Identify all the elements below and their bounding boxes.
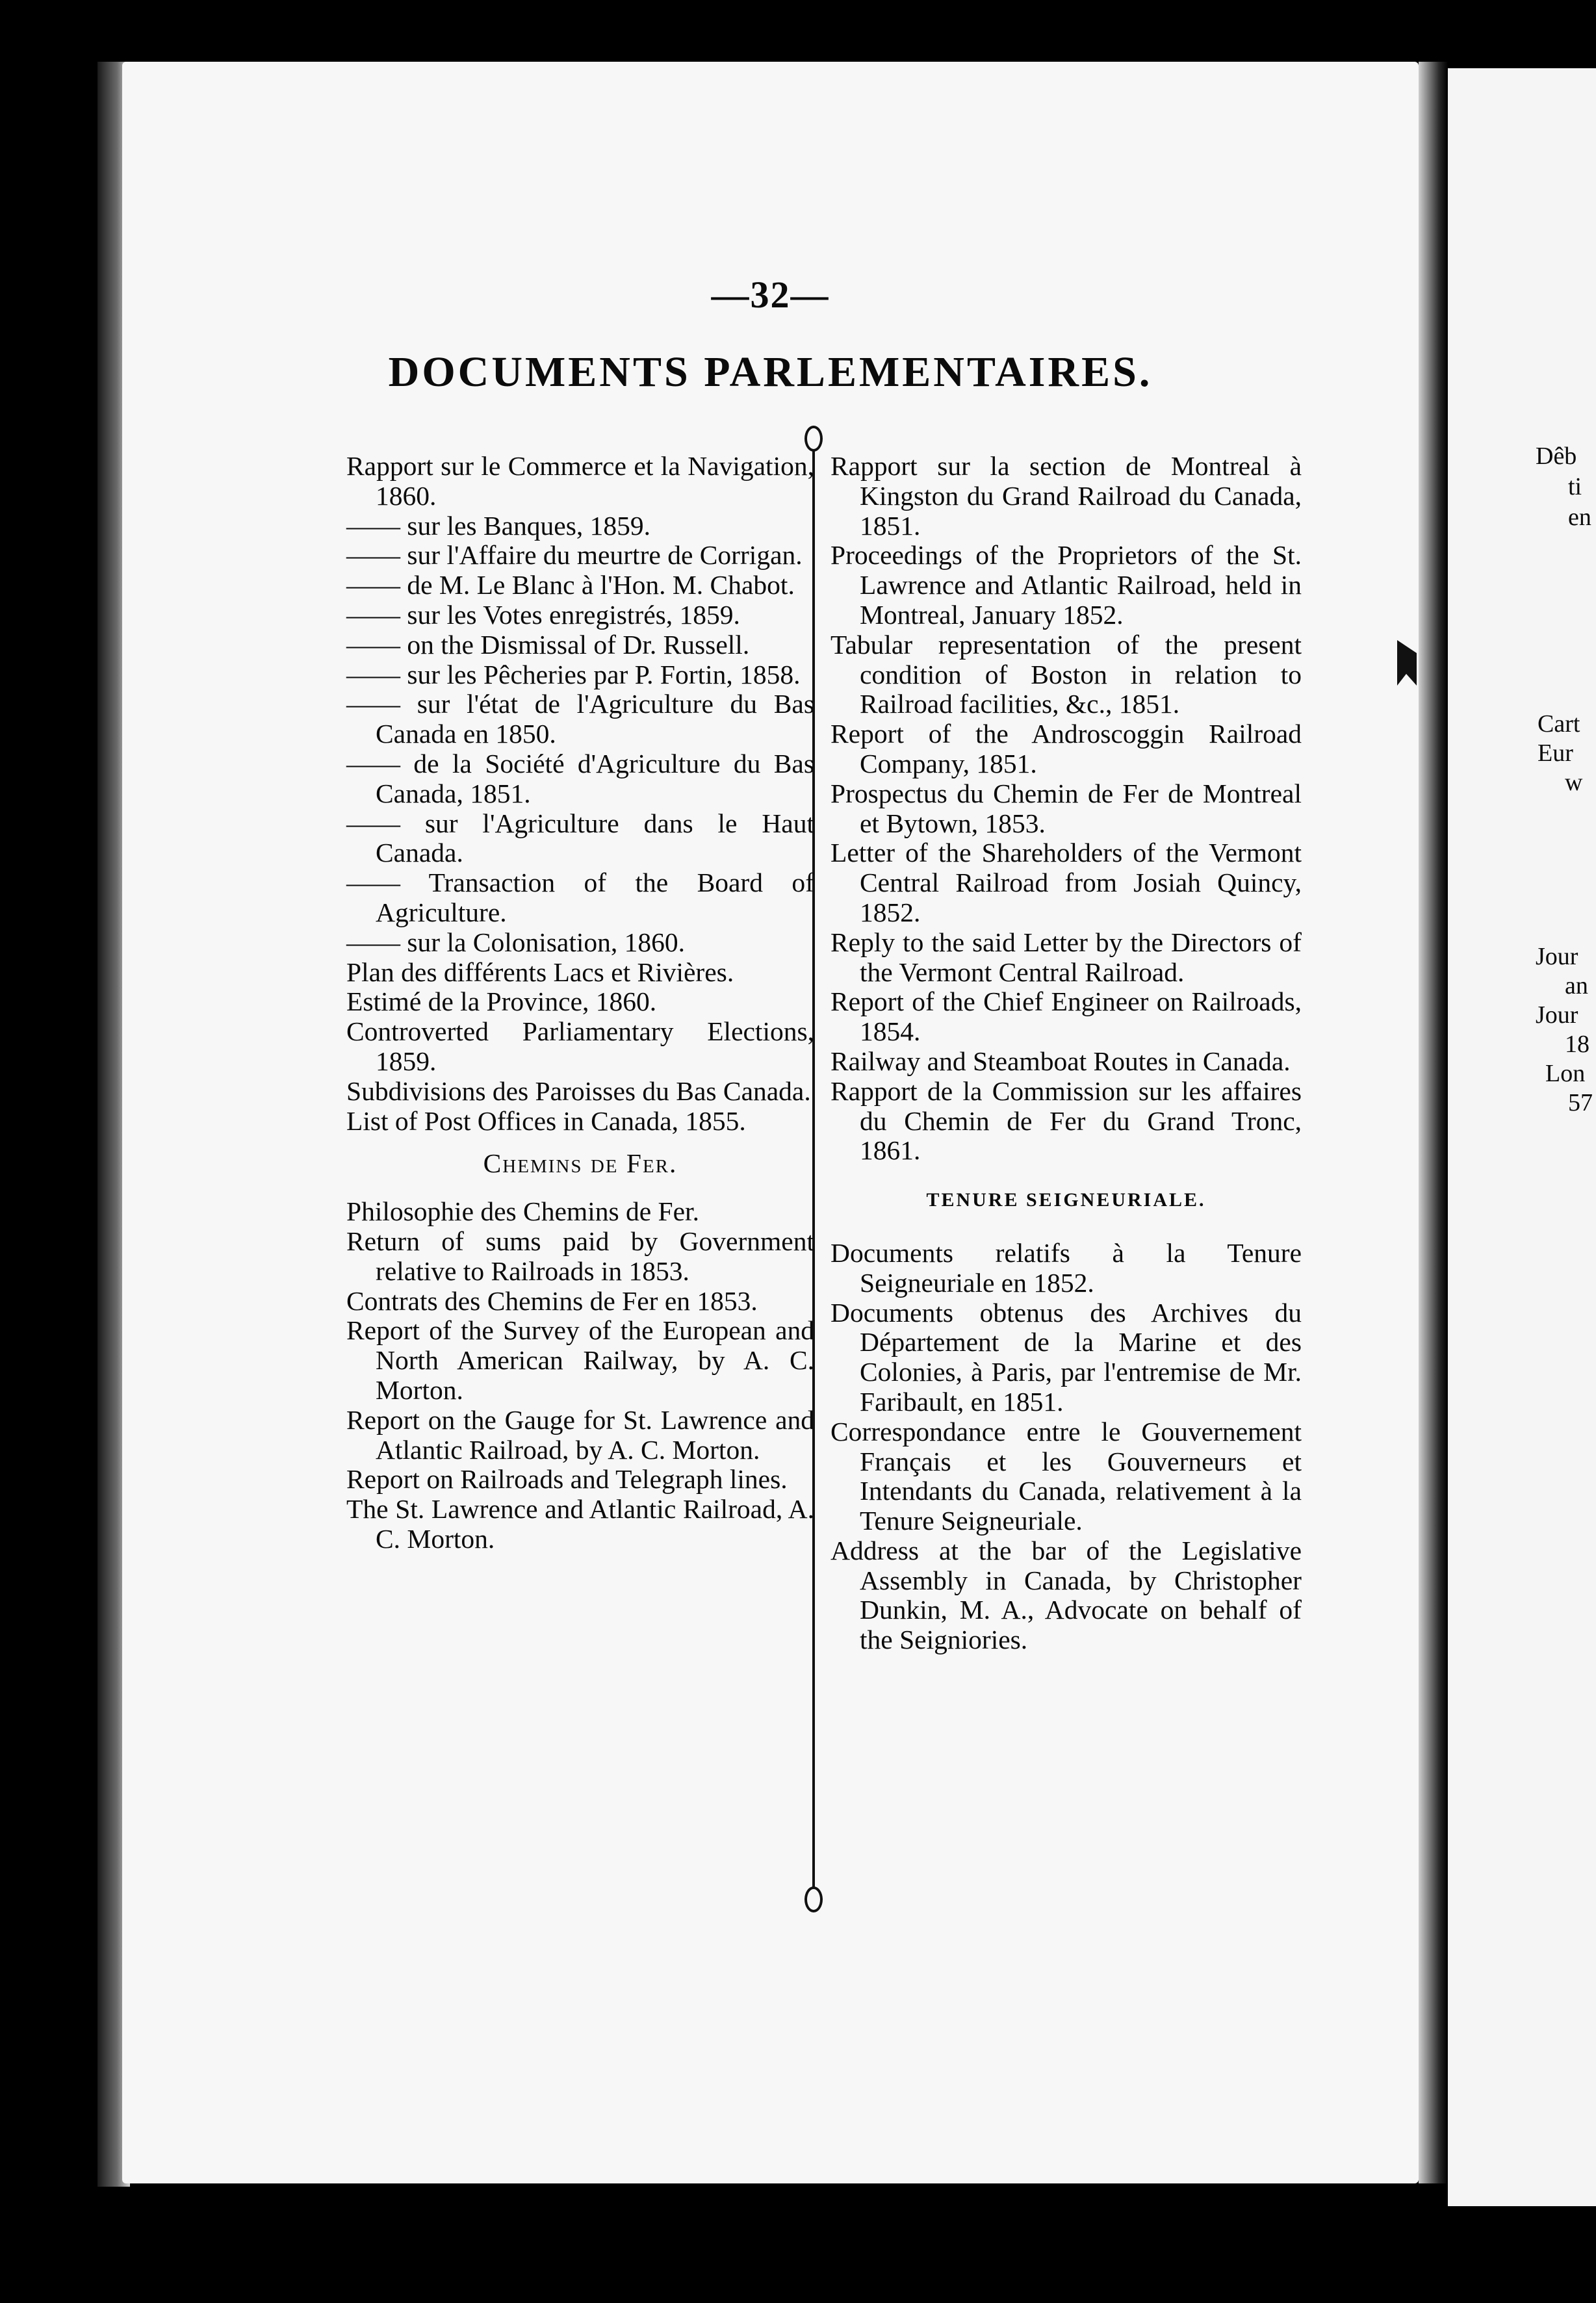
adjacent-text: 18: [1565, 1031, 1590, 1058]
page-gutter: [1419, 62, 1448, 2183]
list-item: Report of the Androscoggin Railroad Company, 1851.: [830, 719, 1302, 778]
right-column: [830, 452, 1302, 1655]
list-item: Documents obtenus des Archives du Département de la Marine et des Colonies, à Paris, par l'entremise de Mr. Faribault, en 1851.: [830, 1297, 1302, 1417]
list-item: —— sur les Banques, 1859.: [346, 510, 650, 541]
list-item: Correspondance entre le Gouvernement Français et les Gouverneurs et Intendants du Canada, relativement à la Tenure Seigneuriale.: [830, 1416, 1302, 1536]
adjacent-text: en: [1568, 504, 1591, 531]
list-item: Plan des différents Lacs et Rivières.: [346, 957, 734, 987]
adjacent-text: Jour: [1536, 1001, 1578, 1029]
list-item: —— de la Société d'Agriculture du Bas Canada, 1851.: [346, 748, 814, 808]
divider-ornament-bottom: [804, 1886, 823, 1912]
list-item: Subdivisions des Paroisses du Bas Canada.: [346, 1075, 811, 1106]
adjacent-page-fragment: [1448, 68, 1596, 2206]
list-item: Proceedings of the Proprietors of the St. Lawrence and Atlantic Railroad, held in Montreal, January 1852.: [830, 540, 1302, 630]
adjacent-text: Eur: [1538, 740, 1573, 767]
list-item: Rapport sur le Commerce et la Navigation, 1860.: [346, 451, 814, 511]
adjacent-text: 57: [1568, 1089, 1593, 1116]
list-item: Contrats des Chemins de Fer en 1853.: [346, 1285, 758, 1316]
list-item: —— sur l'Agriculture dans le Haut Canada.: [346, 808, 814, 868]
list-item: —— sur l'état de l'Agriculture du Bas Canada en 1850.: [346, 689, 814, 749]
list-item: —— sur l'Affaire du meurtre de Corrigan.: [346, 540, 803, 571]
list-item: Report on the Gauge for St. Lawrence and Atlantic Railroad, by A. C. Morton.: [346, 1404, 814, 1465]
adjacent-text: ti: [1568, 473, 1582, 500]
list-item: Report of the Survey of the European and North American Railway, by A. C. Morton.: [346, 1315, 814, 1405]
list-item: Address at the bar of the Legislative Assembly in Canada, by Christopher Dunkin, M. A., Advocate on behalf of the Seigniories.: [830, 1535, 1302, 1655]
list-item: Report of the Chief Engineer on Railroads, 1854.: [830, 986, 1302, 1047]
list-item: Letter of the Shareholders of the Vermont Central Railroad from Josiah Quincy, 1852.: [830, 838, 1302, 927]
page-number: —32—: [711, 274, 830, 316]
list-item: —— Transaction of the Board of Agriculture.: [346, 868, 814, 927]
list-item: Return of sums paid by Government relative to Railroads in 1853.: [346, 1226, 814, 1286]
list-item: Philosophie des Chemins de Fer.: [346, 1196, 699, 1227]
list-item: —— de M. Le Blanc à l'Hon. M. Chabot.: [346, 570, 795, 600]
divider-ornament-top: [804, 426, 823, 452]
list-item: Documents relatifs à la Tenure Seigneuriale en 1852.: [830, 1237, 1302, 1298]
adjacent-text: w: [1565, 769, 1583, 796]
list-item: The St. Lawrence and Atlantic Railroad, A. C. Morton.: [346, 1494, 814, 1554]
adjacent-text: Cart: [1538, 710, 1580, 738]
list-item: Estimé de la Province, 1860.: [346, 986, 657, 1017]
section-heading-chemins-de-fer: Chemins de Fer.: [483, 1148, 678, 1179]
list-item: Rapport de la Commission sur les affaires du Chemin de Fer du Grand Tronc, 1861.: [830, 1075, 1302, 1166]
list-item: List of Post Offices in Canada, 1855.: [346, 1105, 746, 1136]
list-item: —— sur les Pêcheries par P. Fortin, 1858.: [346, 659, 801, 689]
adjacent-text: Dêb: [1536, 443, 1577, 470]
list-item: Tabular representation of the present condition of Boston in relation to Railroad facilities, &c., 1851.: [830, 629, 1302, 719]
list-item: Railway and Steamboat Routes in Canada.: [830, 1046, 1291, 1076]
section-heading-tenure-seigneuriale: TENURE SEIGNEURIALE.: [926, 1189, 1206, 1211]
list-item: —— sur la Colonisation, 1860.: [346, 927, 686, 957]
list-item: —— on the Dismissal of Dr. Russell.: [346, 629, 750, 660]
list-item: Report on Railroads and Telegraph lines.: [346, 1464, 788, 1495]
page-title: DOCUMENTS PARLEMENTAIRES.: [388, 348, 1153, 396]
adjacent-text: Jour: [1536, 943, 1578, 970]
adjacent-text: Lon: [1545, 1060, 1586, 1087]
list-item: —— sur les Votes enregistrés, 1859.: [346, 599, 740, 630]
list-item: Controverted Parliamentary Elections, 1859.: [346, 1016, 814, 1076]
adjacent-text: an: [1565, 972, 1588, 999]
document-page: [122, 62, 1419, 2183]
list-item: Rapport sur la section de Montreal à Kingston du Grand Railroad du Canada, 1851.: [830, 451, 1302, 541]
list-item: Reply to the said Letter by the Directors of the Vermont Central Railroad.: [830, 927, 1302, 987]
left-column: [346, 452, 814, 1554]
list-item: Prospectus du Chemin de Fer de Montreal et Bytown, 1853.: [830, 778, 1302, 838]
